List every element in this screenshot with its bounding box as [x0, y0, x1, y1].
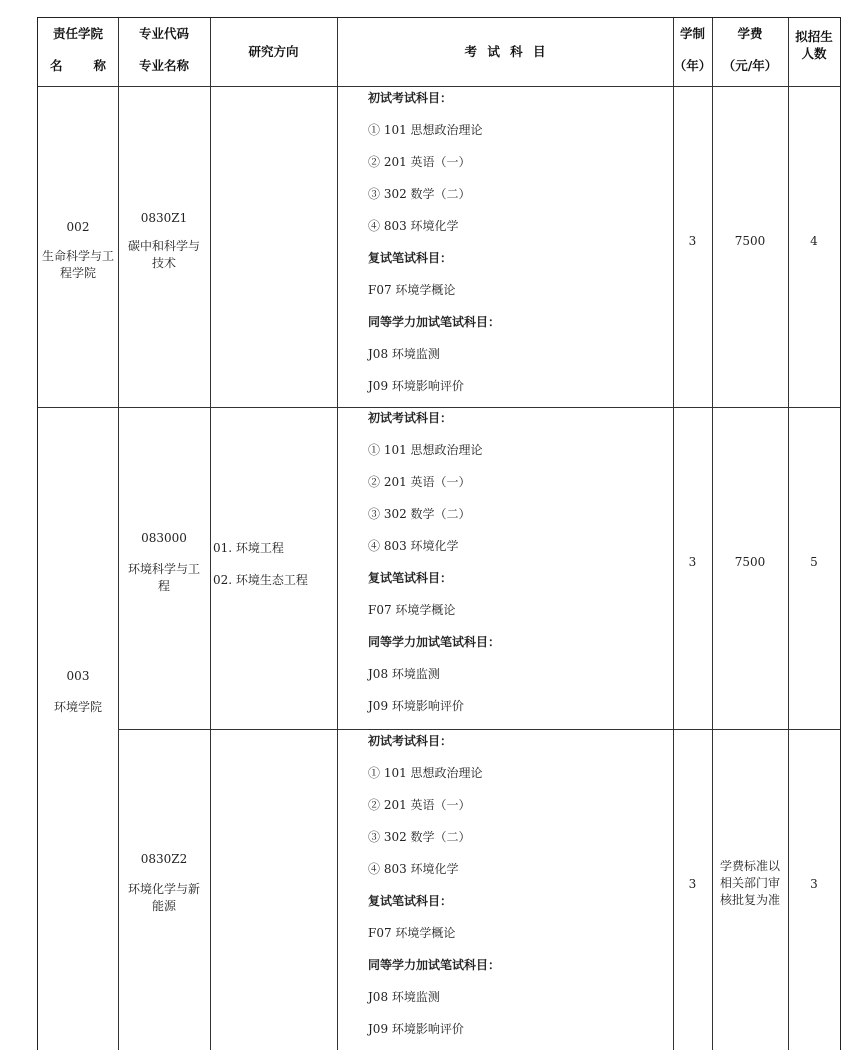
header-exam-subjects: 考 试 科 目: [464, 44, 546, 59]
major-name: 环境化学与新能源: [127, 882, 200, 913]
college-code: 003: [66, 669, 90, 683]
subject-heading: 复试笔试科目：: [368, 894, 453, 908]
subject-heading: 复试笔试科目：: [368, 571, 453, 585]
subject-heading: 初试考试科目：: [368, 734, 453, 748]
quota-value: 5: [810, 555, 818, 569]
subject-item: ① 101 思想政治理论: [368, 443, 483, 457]
subject-item: F07 环境学概论: [368, 283, 456, 297]
research-direction: 02. 环境生态工程: [213, 573, 308, 587]
quota-value: 3: [810, 877, 818, 891]
subject-item: J08 环境监测: [368, 347, 440, 361]
col-divider: [788, 18, 789, 1050]
header-major: 专业代码 专业名称: [138, 26, 189, 73]
subject-item: ④ 803 环境化学: [368, 862, 459, 876]
subject-item: ④ 803 环境化学: [368, 539, 459, 553]
subject-heading: 同等学力加试笔试科目：: [368, 635, 501, 649]
col-divider: [337, 18, 338, 1050]
row-divider: [38, 407, 840, 408]
subject-item: J09 环境影响评价: [368, 699, 464, 713]
subject-item: J08 环境监测: [368, 667, 440, 681]
major-code: 083000: [141, 531, 187, 545]
subject-item: ④ 803 环境化学: [368, 219, 459, 233]
subject-heading: 同等学力加试笔试科目：: [368, 315, 501, 329]
header-bottom-rule: [38, 86, 840, 87]
subject-heading: 同等学力加试笔试科目：: [368, 958, 501, 972]
subject-item: F07 环境学概论: [368, 926, 456, 940]
major-name: 碳中和科学与技术: [127, 239, 200, 270]
subject-item: ③ 302 数学（二）: [368, 830, 471, 844]
row-divider: [118, 729, 840, 730]
fee-value: 7500: [734, 234, 766, 248]
admissions-table: [37, 17, 841, 1050]
years-value: 3: [688, 877, 697, 891]
subject-item: ② 201 英语（一）: [368, 155, 471, 169]
header-quota: 拟招生人数: [795, 29, 833, 61]
subject-item: ③ 302 数学（二）: [368, 507, 471, 521]
fee-value: 7500: [734, 555, 766, 569]
col-divider: [210, 18, 211, 1050]
quota-value: 4: [810, 234, 818, 248]
major-code: 0830Z2: [140, 852, 188, 866]
subject-heading: 初试考试科目：: [368, 91, 453, 105]
subject-item: ① 101 思想政治理论: [368, 123, 483, 137]
subject-item: J09 环境影响评价: [368, 379, 464, 393]
subject-item: ② 201 英语（一）: [368, 475, 471, 489]
major-code: 0830Z1: [140, 211, 188, 225]
major-name: 环境科学与工程: [127, 562, 200, 593]
header-college: 责任学院 名 称: [50, 26, 106, 73]
fee-value: 学费标准以相关部门审核批复为准: [719, 859, 780, 907]
college-code: 002: [66, 220, 90, 234]
research-direction: 01. 环境工程: [213, 541, 284, 555]
subject-item: J08 环境监测: [368, 990, 440, 1004]
subject-item: F07 环境学概论: [368, 603, 456, 617]
years-value: 3: [688, 234, 697, 248]
subject-heading: 复试笔试科目：: [368, 251, 453, 265]
header-direction: 研究方向: [248, 44, 299, 59]
subject-item: J09 环境影响评价: [368, 1022, 464, 1036]
college-name: 环境学院: [53, 700, 102, 714]
years-value: 3: [688, 555, 697, 569]
col-divider: [712, 18, 713, 1050]
subject-item: ② 201 英语（一）: [368, 798, 471, 812]
subject-heading: 初试考试科目：: [368, 411, 453, 425]
header-years: 学制 （年）: [673, 26, 712, 73]
college-name: 生命科学与工程学院: [41, 249, 114, 280]
header-fee: 学费 （元/年）: [722, 26, 778, 73]
subject-item: ① 101 思想政治理论: [368, 766, 483, 780]
col-divider: [673, 18, 674, 1050]
subject-item: ③ 302 数学（二）: [368, 187, 471, 201]
